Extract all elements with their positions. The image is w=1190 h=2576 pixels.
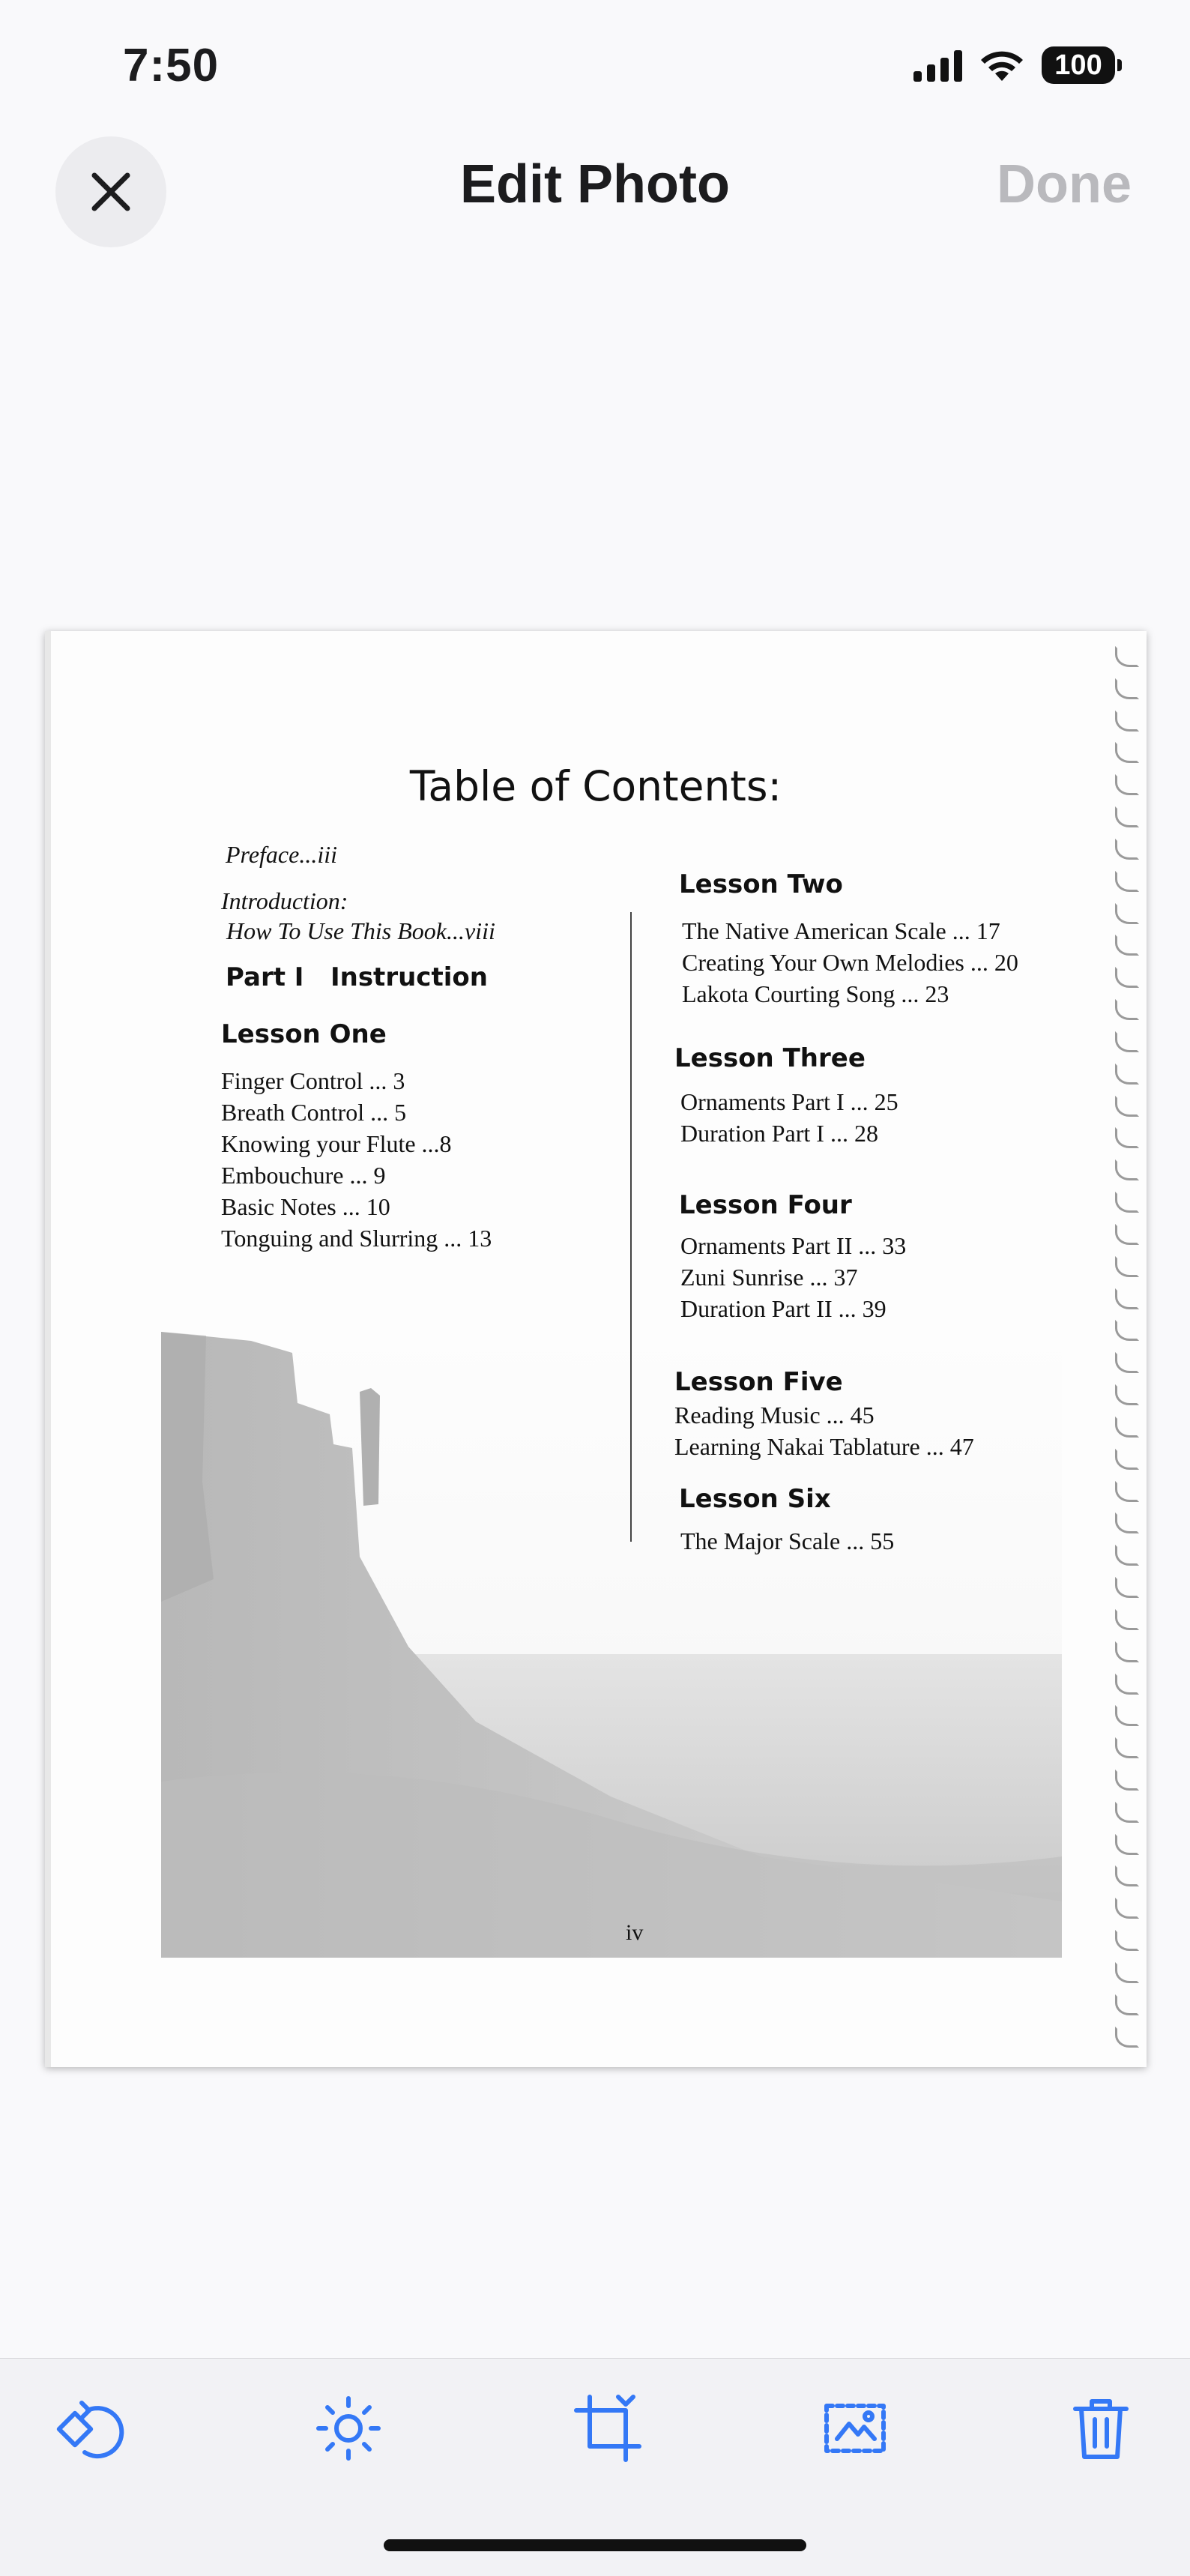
spiral-binding [1115, 646, 1141, 2048]
column-divider [630, 912, 632, 1542]
trash-icon [1065, 2392, 1137, 2464]
adjust-button[interactable] [307, 2387, 390, 2470]
part-heading: Part I Instruction [226, 962, 488, 992]
list-item: The Major Scale ... 55 [680, 1527, 895, 1554]
list-item: Duration Part I ... 28 [680, 1120, 878, 1147]
delete-button[interactable] [1060, 2387, 1142, 2470]
lesson-two-heading: Lesson Two [679, 869, 843, 899]
preface-entry: Preface...iii [226, 841, 337, 868]
page-title: Edit Photo [460, 154, 730, 214]
list-item: Basic Notes ... 10 [221, 1193, 390, 1220]
lesson-six-heading: Lesson Six [679, 1484, 831, 1514]
crop-button[interactable] [567, 2387, 649, 2470]
page-number: iv [626, 1920, 644, 1945]
list-item: Embouchure ... 9 [221, 1162, 386, 1189]
list-item: Tonguing and Slurring ... 13 [221, 1225, 492, 1252]
toc-title: Table of Contents: [409, 762, 782, 810]
list-item: Breath Control ... 5 [221, 1099, 407, 1126]
photo-edge [45, 631, 51, 2067]
list-item: Knowing your Flute ...8 [221, 1130, 452, 1157]
lesson-one-heading: Lesson One [221, 1019, 387, 1049]
list-item: Finger Control ... 3 [221, 1067, 405, 1094]
list-item: Reading Music ... 45 [674, 1402, 875, 1429]
crop-icon [572, 2392, 644, 2464]
introduction-label: Introduction: [221, 887, 348, 914]
list-item: Learning Nakai Tablature ... 47 [674, 1433, 974, 1460]
list-item: Ornaments Part I ... 25 [680, 1088, 898, 1115]
list-item: Lakota Courting Song ... 23 [682, 980, 949, 1007]
list-item: Ornaments Part II ... 33 [680, 1232, 907, 1259]
status-time: 7:50 [123, 40, 220, 91]
list-item: Creating Your Own Melodies ... 20 [682, 949, 1018, 976]
list-item: Zuni Sunrise ... 37 [680, 1264, 858, 1291]
rotate-icon [55, 2392, 127, 2464]
filter-button[interactable] [814, 2387, 896, 2470]
rotate-button[interactable] [49, 2387, 132, 2470]
photo-preview [45, 631, 1147, 2067]
desert-background-image [161, 1332, 1062, 1958]
battery-indicator: 100 [1042, 46, 1115, 84]
adjust-brightness-icon [312, 2392, 384, 2464]
lesson-three-heading: Lesson Three [674, 1043, 866, 1073]
lesson-four-heading: Lesson Four [679, 1190, 852, 1220]
cellular-signal-icon [913, 49, 962, 82]
introduction-entry: How To Use This Book...viii [226, 917, 495, 944]
filter-icon [819, 2392, 891, 2464]
list-item: Duration Part II ... 39 [680, 1295, 887, 1322]
list-item: The Native American Scale ... 17 [682, 917, 1000, 944]
lesson-five-heading: Lesson Five [674, 1367, 843, 1397]
wifi-icon [979, 48, 1025, 82]
home-indicator [384, 2539, 806, 2551]
status-icons [913, 46, 1115, 84]
done-button[interactable]: Done [997, 154, 1132, 214]
